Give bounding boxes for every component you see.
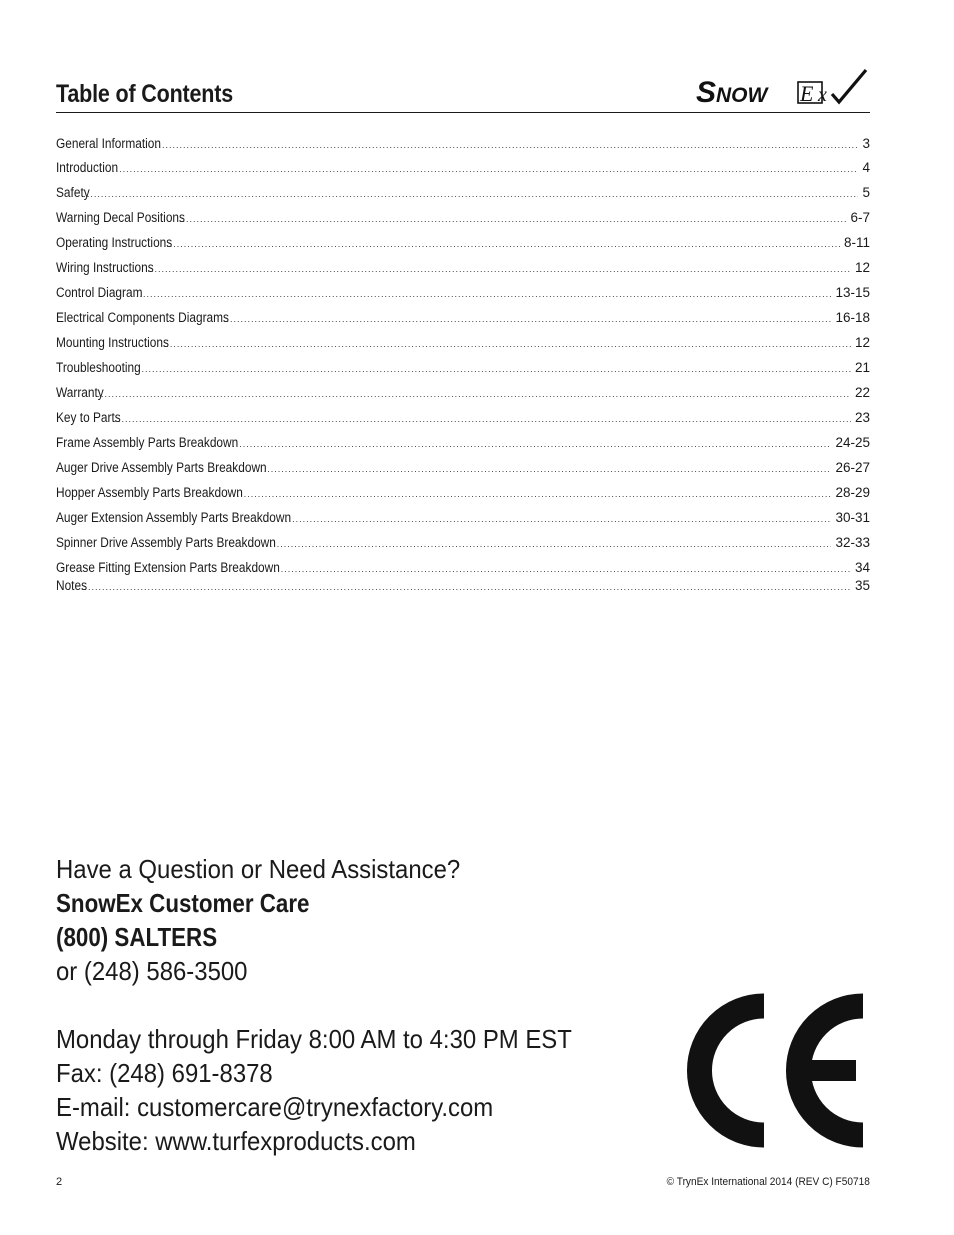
toc-leader-dots bbox=[114, 409, 851, 429]
assistance-phone-alt: or (248) 586-3500 bbox=[56, 956, 248, 986]
toc-leader-dots bbox=[136, 284, 831, 304]
toc-entry-page: 8-11 bbox=[843, 235, 870, 250]
page-header bbox=[56, 68, 870, 113]
toc-entry-page: 35 bbox=[854, 578, 870, 593]
toc-entry-page: 23 bbox=[854, 410, 870, 425]
toc-entry-page: 32-33 bbox=[835, 535, 870, 550]
toc-entry[interactable] bbox=[56, 408, 870, 428]
toc-entry-label: Control Diagram bbox=[56, 285, 143, 300]
toc-entry-label: Spinner Drive Assembly Parts Breakdown bbox=[56, 535, 276, 550]
assistance-company: SnowEx Customer Care bbox=[56, 888, 310, 918]
toc-entry[interactable] bbox=[56, 558, 870, 578]
assistance-fax: Fax: (248) 691-8378 bbox=[56, 1058, 273, 1088]
assistance-block bbox=[56, 852, 656, 1158]
copyright-notice: © TrynEx International 2014 (REV C) F50718 bbox=[666, 1176, 870, 1188]
toc-leader-dots bbox=[135, 359, 851, 379]
toc-entry[interactable] bbox=[56, 258, 870, 278]
toc-entry-label: General Information bbox=[56, 136, 161, 151]
svg-text:S: S bbox=[696, 76, 717, 108]
toc-leader-dots bbox=[285, 509, 831, 529]
toc-entry-label: Warning Decal Positions bbox=[56, 210, 185, 225]
toc-leader-dots bbox=[83, 184, 858, 204]
toc-entry-label: Frame Assembly Parts Breakdown bbox=[56, 435, 239, 450]
assistance-spacer bbox=[56, 988, 656, 1022]
toc-entry-page: 4 bbox=[862, 160, 870, 175]
toc-entry[interactable] bbox=[56, 433, 870, 453]
toc-leader-dots bbox=[166, 234, 840, 254]
toc-entry-label: Electrical Components Diagrams bbox=[56, 310, 229, 325]
toc-entry[interactable] bbox=[56, 533, 870, 553]
toc-entry-page: 30-31 bbox=[835, 510, 870, 525]
toc-entry-label: Mounting Instructions bbox=[56, 335, 169, 350]
toc-entry[interactable] bbox=[56, 308, 870, 328]
toc-leader-dots bbox=[232, 434, 831, 454]
toc-entry-page: 26-27 bbox=[835, 460, 870, 475]
toc-entry-label: Auger Extension Assembly Parts Breakdown bbox=[56, 510, 292, 525]
toc-entry-page: 22 bbox=[854, 385, 870, 400]
toc-entry-label: Wiring Instructions bbox=[56, 260, 154, 275]
assistance-hours: Monday through Friday 8:00 AM to 4:30 PM EST bbox=[56, 1024, 572, 1054]
toc-entry-page: 24-25 bbox=[835, 435, 870, 450]
toc-entry[interactable] bbox=[56, 158, 870, 178]
toc-leader-dots bbox=[163, 334, 851, 354]
toc-entry-page: 16-18 bbox=[835, 310, 870, 325]
toc-entry-label: Hopper Assembly Parts Breakdown bbox=[56, 485, 243, 500]
page-number: 2 bbox=[56, 1176, 63, 1188]
toc-entry[interactable] bbox=[56, 208, 870, 228]
toc-entry[interactable] bbox=[56, 576, 870, 596]
toc-entry-label: Operating Instructions bbox=[56, 235, 173, 250]
toc-leader-dots bbox=[237, 484, 832, 504]
toc-leader-dots bbox=[81, 577, 851, 597]
toc-entry[interactable] bbox=[56, 183, 870, 203]
toc-leader-dots bbox=[112, 159, 858, 179]
toc-entry-page: 3 bbox=[862, 136, 870, 151]
toc-leader-dots bbox=[260, 459, 831, 479]
toc-entry[interactable] bbox=[56, 458, 870, 478]
toc-entry[interactable] bbox=[56, 508, 870, 528]
toc-entry[interactable] bbox=[56, 483, 870, 503]
assistance-phone-primary: (800) SALTERS bbox=[56, 922, 218, 952]
svg-text:NOW: NOW bbox=[716, 84, 768, 107]
toc-entry-label: Key to Parts bbox=[56, 410, 121, 425]
toc-entry-label: Troubleshooting bbox=[56, 360, 141, 375]
toc-entry-page: 28-29 bbox=[835, 485, 870, 500]
snowex-logo bbox=[694, 68, 870, 108]
toc-entry-label: Introduction bbox=[56, 160, 119, 175]
toc-entry-page: 12 bbox=[854, 260, 870, 275]
toc-leader-dots bbox=[223, 309, 831, 329]
toc-entry-label: Grease Fitting Extension Parts Breakdown bbox=[56, 560, 280, 575]
svg-text:E: E bbox=[800, 81, 814, 106]
toc-entry[interactable] bbox=[56, 134, 870, 154]
assistance-question: Have a Question or Need Assistance? bbox=[56, 854, 461, 884]
toc-leader-dots bbox=[270, 534, 832, 554]
toc-leader-dots bbox=[98, 384, 851, 404]
assistance-website[interactable]: Website: www.turfexproducts.com bbox=[56, 1126, 416, 1156]
toc-leader-dots bbox=[155, 135, 859, 155]
toc-entry[interactable] bbox=[56, 333, 870, 353]
toc-entry[interactable] bbox=[56, 283, 870, 303]
toc-leader-dots bbox=[147, 259, 851, 279]
toc-entry-page: 6-7 bbox=[850, 210, 870, 225]
toc-entry[interactable] bbox=[56, 383, 870, 403]
toc-entry-label: Auger Drive Assembly Parts Breakdown bbox=[56, 460, 267, 475]
toc-entry[interactable] bbox=[56, 358, 870, 378]
toc-entry-label: Safety bbox=[56, 185, 90, 200]
ce-mark-icon bbox=[680, 988, 870, 1153]
svg-text:x: x bbox=[818, 84, 827, 106]
toc-entry-label: Warranty bbox=[56, 385, 104, 400]
assistance-email[interactable]: E-mail: customercare@trynexfactory.com bbox=[56, 1092, 494, 1122]
toc-entry-page: 13-15 bbox=[835, 285, 870, 300]
toc-entry-page: 5 bbox=[862, 185, 870, 200]
toc-leader-dots bbox=[179, 209, 847, 229]
toc-entry-page: 34 bbox=[854, 560, 870, 575]
toc-entry[interactable] bbox=[56, 233, 870, 253]
toc-entry-page: 12 bbox=[854, 335, 870, 350]
page-title: Table of Contents bbox=[56, 80, 234, 108]
toc-entry-label: Notes bbox=[56, 578, 88, 593]
toc-entry-page: 21 bbox=[854, 360, 870, 375]
